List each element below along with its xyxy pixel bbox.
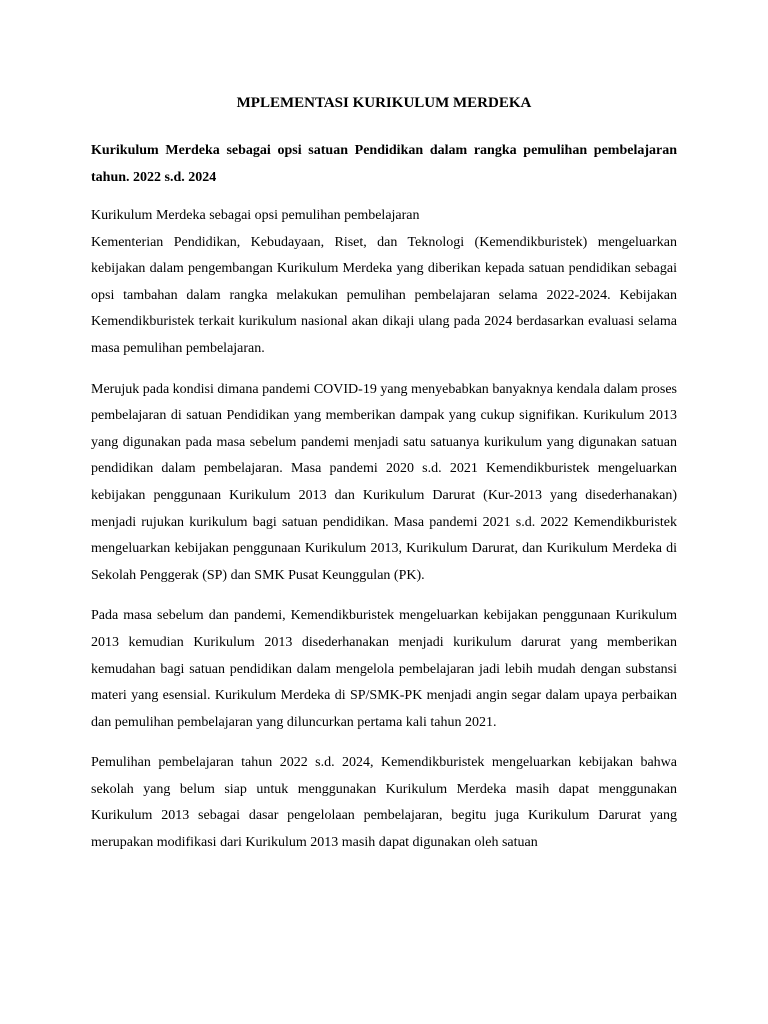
paragraph-1 — [91, 203, 677, 363]
document-subtitle: Kurikulum Merdeka sebagai opsi satuan Pendidikan dalam rangka pemulihan pembelajaran tahun. 2022 s.d. 2024 — [91, 143, 677, 185]
paragraph-3: Pada masa sebelum dan pandemi, Kemendikburistek mengeluarkan kebijakan penggunaan Kurikulum 2013 kemudian Kurikulum 2013 disederhanakan menjadi kurikulum darurat yang memberikan kemudahan bagi satuan pendidikan dalam mengelola pembelajaran jadi lebih mudah dengan substansi materi yang esensial. Kurikulum Merdeka di SP/SMK-PK menjadi angin segar dalam upaya perbaikan dan pemulihan pembelajaran yang diluncurkan pertama kali tahun 2021. — [91, 608, 677, 730]
document-title: MPLEMENTASI KURIKULUM MERDEKA — [236, 95, 532, 111]
paragraph-2: Merujuk pada kondisi dimana pandemi COVID-19 yang menyebabkan banyaknya kendala dalam proses pembelajaran di satuan Pendidikan yang memberikan dampak yang cukup signifikan. Kurikulum 2013 yang digunakan pada masa sebelum pandemi menjadi satu satuanya kurikulum yang digunakan satuan pendidikan dalam pembelajaran. Masa pandemi 2020 s.d. 2021 Kemendikburistek mengeluarkan kebijakan penggunaan Kurikulum 2013 dan Kurikulum Darurat (Kur-2013 yang disederhanakan) menjadi rujukan kurikulum bagi satuan pendidikan. Masa pandemi 2021 s.d. 2022 Kemendikburistek mengeluarkan kebijakan penggunaan Kurikulum 2013, Kurikulum Darurat, dan Kurikulum Merdeka di Sekolah Penggerak (SP) dan SMK Pusat Keunggulan (PK). — [91, 381, 677, 583]
paragraph-4: Pemulihan pembelajaran tahun 2022 s.d. 2024, Kemendikburistek mengeluarkan kebijakan bahwa sekolah yang belum siap untuk menggunakan Kurikulum Merdeka masih dapat menggunakan Kurikulum 2013 sebagai dasar pengelolaan pembelajaran, begitu juga Kurikulum Darurat yang merupakan modifikasi dari Kurikulum 2013 masih dapat digunakan oleh satuan — [91, 755, 677, 851]
document-page — [91, 94, 677, 871]
section-heading: Kurikulum Merdeka sebagai opsi pemulihan pembelajaran — [91, 208, 420, 223]
paragraph-1-body: Kementerian Pendidikan, Kebudayaan, Riset, dan Teknologi (Kemendikburistek) mengeluarkan kebijakan dalam pengembangan Kurikulum Merdeka yang diberikan kepada satuan pendidikan sebagai opsi tambahan dalam rangka melakukan pemulihan pembelajaran selama 2022-2024. Kebijakan Kemendikburistek terkait kurikulum nasional akan dikaji ulang pada 2024 berdasarkan evaluasi selama masa pemulihan pembelajaran. — [91, 234, 677, 356]
